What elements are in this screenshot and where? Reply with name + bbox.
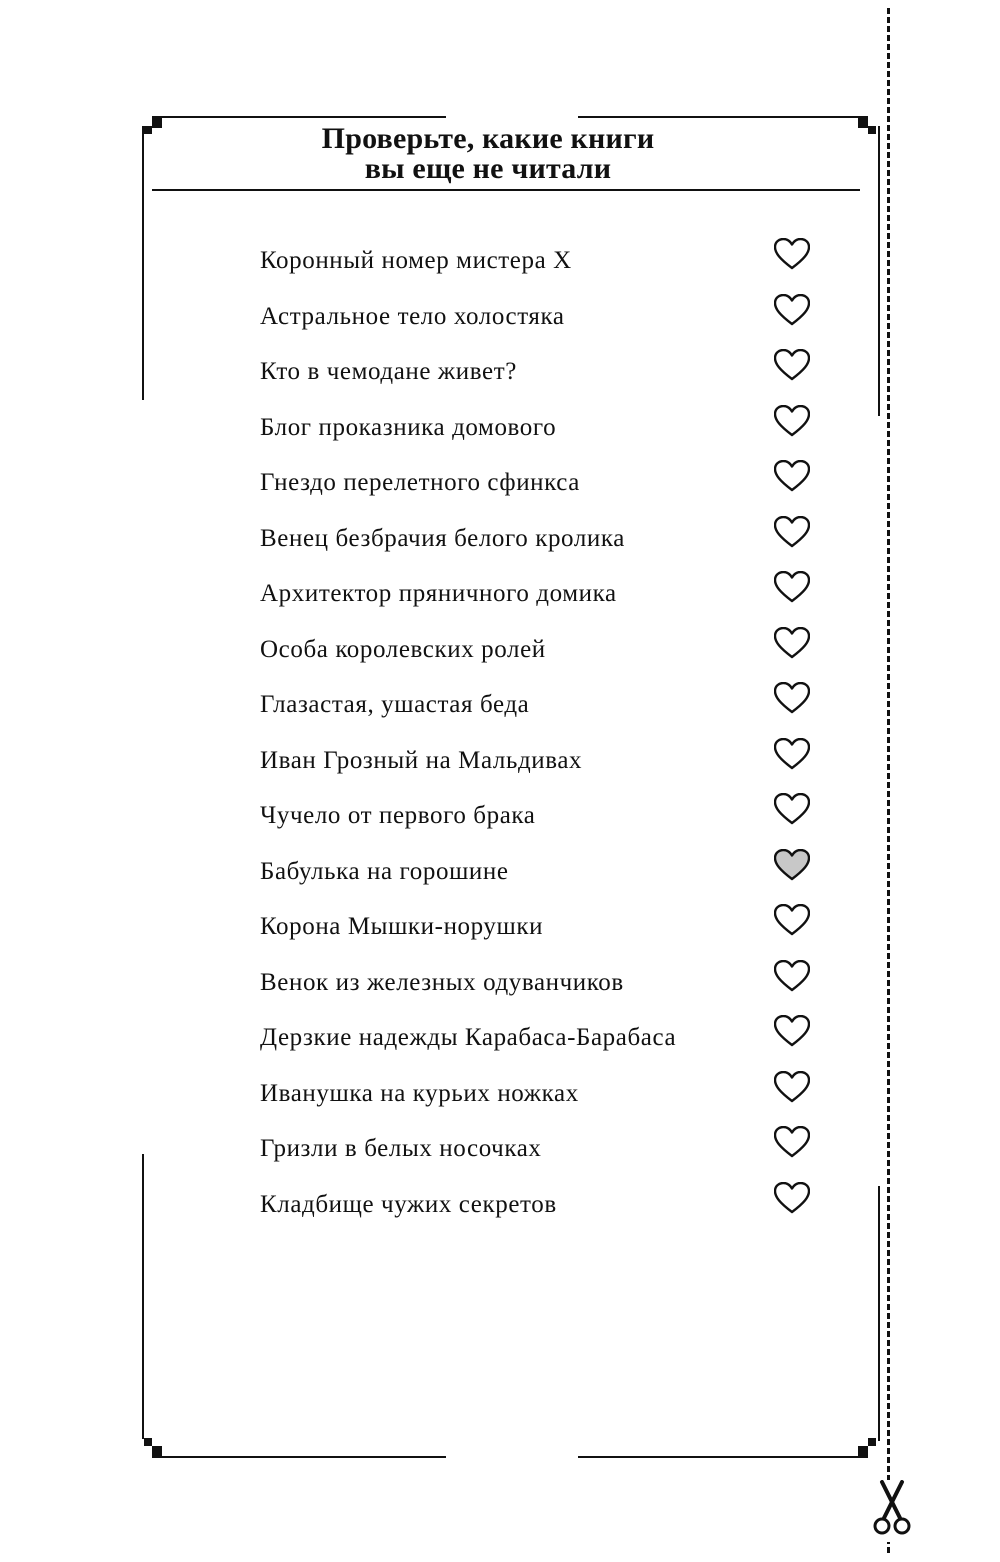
book-title: Иван Грозный на Мальдивах	[260, 746, 583, 774]
heart-icon[interactable]	[774, 460, 810, 492]
list-item	[260, 624, 820, 680]
corner-square-top-right	[858, 118, 868, 128]
book-title: Блог проказника домового	[260, 413, 557, 441]
heart-icon[interactable]	[774, 627, 810, 659]
list-item	[260, 1123, 820, 1179]
heart-icon[interactable]	[774, 1015, 810, 1047]
book-title: Коронный номер мистера Х	[260, 247, 572, 274]
list-item	[260, 1068, 820, 1124]
heart-icon[interactable]	[774, 349, 810, 381]
heart-icon[interactable]	[774, 960, 810, 992]
heart-icon[interactable]	[774, 904, 810, 936]
book-title: Архитектор пряничного домика	[260, 580, 617, 607]
book-title: Венок из железных одуванчиков	[260, 968, 624, 996]
list-item	[260, 291, 820, 347]
heart-icon[interactable]	[774, 738, 810, 770]
frame-right-bottom-rule	[878, 1186, 880, 1441]
heart-icon[interactable]	[774, 1071, 810, 1103]
corner-square-top-right-outer	[868, 126, 876, 134]
list-item	[260, 901, 820, 957]
scissors-icon	[868, 1480, 916, 1542]
frame-right-top-rule	[878, 126, 880, 416]
corner-square-bottom-right-outer	[868, 1438, 876, 1446]
book-title: Дерзкие надежды Карабаса-Барабаса	[260, 1024, 677, 1051]
corner-square-bottom-left-outer	[144, 1438, 152, 1446]
heart-filled-icon[interactable]	[774, 849, 810, 881]
heart-icon[interactable]	[774, 571, 810, 603]
list-item	[260, 513, 820, 569]
corner-square-top-left	[152, 118, 162, 128]
book-title: Бабулька на горошине	[260, 857, 509, 885]
corner-square-bottom-left	[152, 1446, 162, 1456]
heart-icon[interactable]	[774, 1182, 810, 1214]
title-underline	[152, 189, 860, 191]
corner-square-top-left-outer	[144, 126, 152, 134]
list-item	[260, 1179, 820, 1235]
page-title-line-2: вы еще не читали	[364, 152, 612, 185]
list-item	[260, 846, 820, 902]
book-title: Иванушка на курьих ножках	[260, 1079, 579, 1107]
book-title: Чучело от первого брака	[260, 802, 536, 829]
corner-square-bottom-right	[858, 1446, 868, 1456]
page-title	[200, 124, 776, 184]
heart-icon[interactable]	[774, 516, 810, 548]
book-title: Гнездо перелетного сфинкса	[260, 469, 580, 496]
heart-icon[interactable]	[774, 793, 810, 825]
frame-bottom-left-rule	[152, 1456, 446, 1458]
list-item	[260, 679, 820, 735]
heart-icon[interactable]	[774, 405, 810, 437]
heart-icon[interactable]	[774, 238, 810, 270]
list-item	[260, 346, 820, 402]
cut-line	[887, 8, 890, 1553]
heart-icon[interactable]	[774, 294, 810, 326]
book-title: Корона Мышки-норушки	[260, 913, 544, 940]
list-item	[260, 1012, 820, 1068]
list-item	[260, 735, 820, 791]
list-item	[260, 235, 820, 291]
frame-left-bottom-rule	[142, 1154, 144, 1439]
frame-bottom-right-rule	[578, 1456, 868, 1458]
book-title: Астральное тело холостяка	[260, 302, 565, 330]
list-item	[260, 402, 820, 458]
frame-top-left-rule	[152, 116, 446, 118]
frame-left-top-rule	[142, 126, 144, 400]
book-title: Особа королевских ролей	[260, 635, 546, 663]
book-title: Глазастая, ушастая беда	[260, 691, 530, 718]
book-checklist	[260, 235, 820, 1234]
book-title: Венец безбрачия белого кролика	[260, 524, 625, 552]
heart-icon[interactable]	[774, 682, 810, 714]
list-item	[260, 457, 820, 513]
book-title: Кто в чемодане живет?	[260, 358, 517, 385]
page-title-line-1: Проверьте, какие книги	[321, 122, 655, 155]
book-title: Гризли в белых носочках	[260, 1135, 542, 1162]
book-title: Кладбище чужих секретов	[260, 1190, 557, 1218]
heart-icon[interactable]	[774, 1126, 810, 1158]
list-item	[260, 568, 820, 624]
frame-top-right-rule	[578, 116, 868, 118]
list-item	[260, 957, 820, 1013]
list-item	[260, 790, 820, 846]
